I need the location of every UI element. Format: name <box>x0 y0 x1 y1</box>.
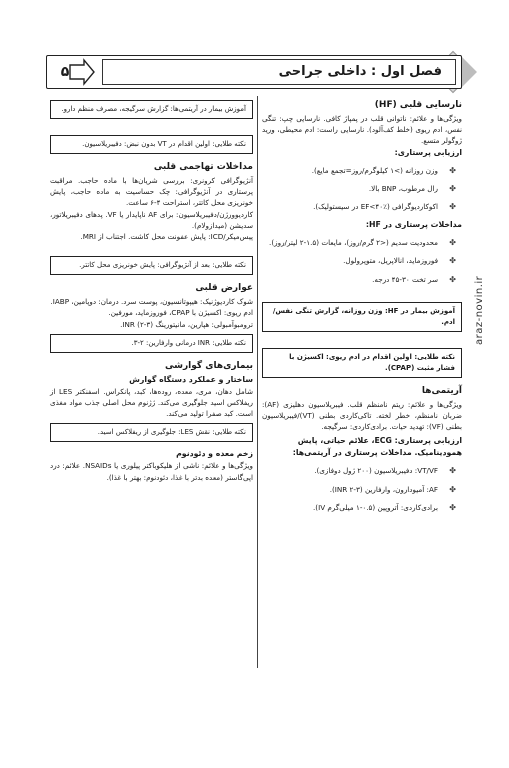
gi-structure-text: شامل دهان، مری، معده، روده‌ها، کبد، پانکراس. اسفنکتر LES از ریفلاکس اسید جلوگیری می‌کند. ژژنوم محل اصلی جذب مواد مغذی است. کبد صفرا تولید می‌کند. <box>50 386 253 419</box>
page-number: ۵ <box>60 64 70 80</box>
arrhythmia-list <box>262 465 462 513</box>
ulcer-signs: ویژگی‌ها و علائم: ناشی از هلیکوباکتر پیلوری یا NSAIDs. علائم: درد اپی‌گاستر (معده بدتر با غذا، دئودنوم: بهتر با غذا). <box>50 461 253 482</box>
pacemaker-text: پیس‌میکر/ICD: پایش عفونت محل کاشت. اجتناب از MRI. <box>80 232 253 242</box>
complications-title: عوارض قلبی <box>195 283 253 294</box>
list-item: ✤ محدودیت سدیم (<۲ گرم/روز)، مایعات (۱.۵-۲ لیتر/روز). <box>262 237 458 248</box>
les-tip-box: نکته طلایی: نقش LES: جلوگیری از ریفلاکس اسید. <box>50 423 253 442</box>
interventions-title: مداخلات پرستاری در HF: <box>365 220 462 230</box>
embolism-text: ترومبوآمبولی: هپارین، مانیتورینگ INR (۲-۳). <box>120 319 253 329</box>
hf-education-box: آموزش بیمار در HF: وزن روزانه، گزارش تنگی نفس/ادم. <box>262 302 462 332</box>
interventions-list <box>262 237 462 285</box>
edema-text: ادم ریوی: اکسیژن با CPAP، فوروزماید، مورفین. <box>108 308 253 318</box>
page-number-tab <box>46 55 98 89</box>
left-column <box>50 96 253 483</box>
nursing-assessment-title: ارزیابی پرستاری: <box>394 147 462 157</box>
assessment-list <box>262 165 462 213</box>
hf-title: نارسایی قلبی (HF) <box>374 100 462 110</box>
gi-structure-title: ساختار و عملکرد دستگاه گوارش <box>129 374 253 384</box>
chapter-header <box>46 55 462 89</box>
pulmonary-edema-tip-box: نکته طلایی: اولین اقدام در ادم ریوی: اکسیژن با فشار مثبت (CPAP). <box>262 348 462 378</box>
list-item: ✤ VT/VF: دفیبریلاسیون (۲۰۰ ژول دوفازی). <box>262 465 458 476</box>
arrhythmia-title: آریتمی‌ها <box>421 385 462 396</box>
list-item: ✤ وزن روزانه (>۱ کیلوگرم/روز=تجمع مایع). <box>262 165 458 176</box>
column-divider <box>257 96 258 668</box>
vt-tip-box: نکته طلایی: اولین اقدام در VT بدون نبض: دفیبریلاسیون. <box>50 135 253 154</box>
shock-text: شوک کاردیوژنیک: هیپوتانسیون، پوست سرد. درمان: دوپامین، IABP. <box>50 297 253 307</box>
list-item: ✤ اکوکاردیوگرافی (EF<۴۰٪ در سیستولیک). <box>262 201 458 212</box>
list-item: ✤ AF: آمیودارون، وارفارین (INR ۲-۳). <box>262 484 458 495</box>
list-item: ✤ فوروزماید، انالاپریل، متوپرولول. <box>262 255 458 266</box>
gi-title: بیماری‌های گوارشی <box>165 360 253 371</box>
ulcer-title: زخم معده و دئودنوم <box>176 449 253 459</box>
side-url: araz-novin.ir <box>474 275 485 345</box>
angiography-text: آنژیوگرافی کرونری: بررسی شریان‌ها با ماده حاجب. مراقبت پرستاری در آنژیوگرافی: چک حساسیت به ماده حاجب، پایش خونریزی محل کاتتر، استراحت ۴-۶ ساعت. <box>50 176 253 208</box>
arrhythmia-education-box: آموزش بیمار در آریتمی‌ها: گزارش سرگیجه، مصرف منظم دارو. <box>50 100 253 119</box>
invasive-title: مداخلات تهاجمی قلبی <box>153 162 253 172</box>
right-column <box>262 96 462 520</box>
list-item: ✤ رال مرطوب، BNP بالا. <box>262 183 458 194</box>
chapter-title: فصل اول : داخلی جراحی <box>278 64 442 79</box>
inr-tip-box: نکته طلایی: INR درمانی وارفارین: ۲-۳. <box>50 334 253 353</box>
angiography-tip-box: نکته طلایی: بعد از آنژیوگرافی: پایش خونریزی محل کاتتر. <box>50 256 253 275</box>
list-item: ✤ برادی‌کاردی: آتروپین (۰.۵-۱ میلی‌گرم IV). <box>262 502 458 513</box>
cardioversion-text: کاردیوورژن/دفیبریلاسیون: برای AF ناپایدار یا VF. پدهای دفیبریلاتور، سدیشن (میدازولام). <box>50 209 253 230</box>
arrhythmia-assessment: ارزیابی پرستاری: ECG، علائم حیاتی، پایش همودینامیک. مداخلات پرستاری در آریتمی‌ها: <box>292 436 462 458</box>
hf-signs: ویژگی‌ها و علائم: ناتوانی قلب در پمپاژ کافی. نارسایی چپ: تنگی نفس، ادم ریوی (خلط کف‌آلود). نارسایی راست: ادم محیطی، ورید ژوگولر متسع. <box>262 114 462 146</box>
arrhythmia-signs: ویژگی‌ها و علائم: ریتم نامنظم قلب. فیبریلاسیون دهلیزی (AF): ضربان نامنظم، خطر لخته. تاکی‌کاردی بطنی (VT)/فیبریلاسیون بطنی (VF): تهدید حیات. برادی‌کاردی: سرگیجه. <box>262 399 462 432</box>
list-item: ✤ سر تخت ۳۰-۴۵ درجه. <box>262 274 458 285</box>
